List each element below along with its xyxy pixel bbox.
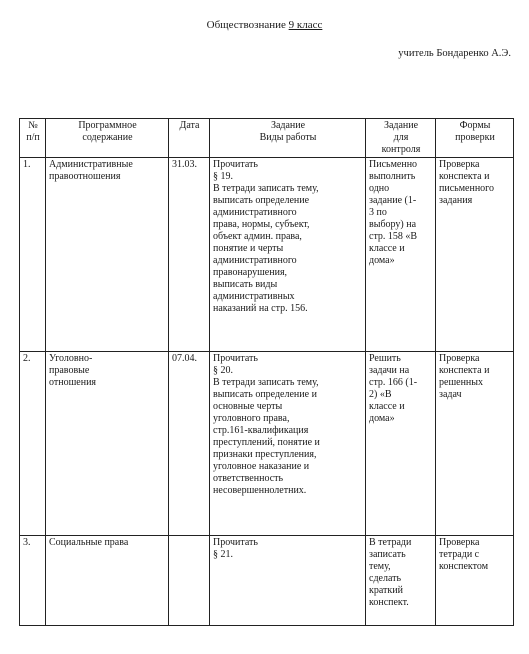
cell-check-line: Проверка — [439, 159, 480, 170]
cell-date — [169, 352, 210, 536]
table-row — [20, 536, 514, 626]
cell-content-line: Административные — [49, 159, 133, 170]
cell-check-line: Проверка — [439, 537, 480, 548]
cell-content-line: правовые — [49, 365, 90, 376]
table-header-row — [20, 119, 514, 158]
cell-task-line: административного — [213, 207, 297, 218]
cell-control-line: выполнить — [369, 171, 416, 182]
header-line: № — [28, 120, 38, 131]
cell-date-text: 07.04. — [172, 353, 197, 364]
cell-control-line: 2) «В — [369, 389, 392, 400]
cell-control-line: задание (1- — [369, 195, 417, 206]
header-line: Задание — [270, 120, 306, 131]
cell-task-line: понятие и черты — [213, 243, 284, 254]
cell-task-line: Прочитать — [213, 159, 258, 170]
cell-task — [210, 536, 366, 626]
cell-control-line: В тетради — [369, 537, 412, 548]
cell-content — [46, 352, 169, 536]
table-row — [20, 352, 514, 536]
cell-content-line: отношения — [49, 377, 97, 388]
cell-control-line: классе и — [369, 243, 405, 254]
cell-control-line: Письменно — [369, 159, 418, 170]
cell-task-line: § 21. — [213, 549, 233, 560]
cell-content-line: правоотношения — [49, 171, 121, 182]
header-line: контроля — [381, 144, 421, 155]
cell-control-line: краткий — [369, 585, 403, 596]
header-line: Программное — [78, 120, 137, 131]
header-task — [210, 119, 366, 158]
cell-check-line: задач — [439, 389, 462, 400]
header-date — [169, 119, 210, 158]
table-body — [20, 158, 514, 626]
cell-check — [436, 158, 514, 352]
cell-task-line: стр.161-квалификация — [213, 425, 309, 436]
cell-task-line: основные черты — [213, 401, 283, 412]
cell-task-line: несовершеннолетних. — [213, 485, 307, 496]
cell-number — [20, 352, 46, 536]
cell-task-line: уголовного права, — [213, 413, 290, 424]
cell-task-line: В тетради записать тему, — [213, 183, 319, 194]
header-line: п/п — [26, 132, 40, 143]
cell-task-line: объект админ. права, — [213, 231, 302, 242]
header-number — [20, 119, 46, 158]
cell-number — [20, 536, 46, 626]
header-check — [436, 119, 514, 158]
cell-task-line: ответственность — [213, 473, 284, 484]
header-line: содержание — [82, 132, 133, 143]
document-title — [0, 19, 529, 31]
cell-task — [210, 158, 366, 352]
cell-control-line: одно — [369, 183, 390, 194]
cell-check — [436, 536, 514, 626]
cell-task-line: преступлений, понятие и — [213, 437, 320, 448]
lesson-table — [19, 118, 514, 626]
header-line: Задание — [383, 120, 419, 131]
cell-task-line: В тетради записать тему, — [213, 377, 319, 388]
cell-check — [436, 352, 514, 536]
cell-task-line: права, нормы, субъект, — [213, 219, 310, 230]
cell-control-line: дома» — [369, 413, 395, 424]
cell-check-line: тетради с — [439, 549, 480, 560]
cell-control-line: выбору) на — [369, 219, 417, 230]
header-line: для — [393, 132, 409, 143]
header-line: проверки — [455, 132, 495, 143]
title-grade: 9 класс — [288, 19, 323, 31]
cell-content — [46, 158, 169, 352]
cell-content — [46, 536, 169, 626]
cell-task-line: уголовное наказание и — [213, 461, 310, 472]
cell-number-text: 1. — [23, 159, 31, 170]
header-line: Виды работы — [259, 132, 317, 143]
cell-control-line: задачи на — [369, 365, 410, 376]
cell-check-line: решенных — [439, 377, 483, 388]
cell-control-line: конспект. — [369, 597, 409, 608]
table-row — [20, 158, 514, 352]
cell-control — [366, 536, 436, 626]
cell-task-line: выписать определение — [213, 195, 310, 206]
cell-date — [169, 158, 210, 352]
cell-control-line: классе и — [369, 401, 405, 412]
cell-number — [20, 158, 46, 352]
header-line: Формы — [459, 120, 491, 131]
cell-control-line: стр. 158 «В — [369, 231, 418, 242]
cell-content-line: Социальные права — [49, 537, 129, 548]
cell-task-line: административного — [213, 255, 297, 266]
cell-date-text: 31.03. — [172, 159, 197, 170]
cell-task-line: выписать определение и — [213, 389, 317, 400]
cell-task-line: наказаний на стр. 156. — [213, 303, 308, 314]
cell-check-line: конспекта и — [439, 171, 490, 182]
cell-control — [366, 352, 436, 536]
cell-control-line: 3 по — [369, 207, 387, 218]
header-line: Дата — [179, 120, 200, 131]
cell-check-line: Проверка — [439, 353, 480, 364]
cell-check-line: письменного — [439, 183, 495, 194]
cell-control-line: записать — [369, 549, 406, 560]
cell-task-line: § 19. — [213, 171, 233, 182]
cell-task-line: Прочитать — [213, 537, 258, 548]
cell-control-line: тему, — [369, 561, 391, 572]
cell-task-line: правонарушения, — [213, 267, 288, 278]
cell-task-line: административных — [213, 291, 295, 302]
cell-task-line: § 20. — [213, 365, 233, 376]
cell-control-line: дома» — [369, 255, 395, 266]
cell-task-line: выписать виды — [213, 279, 278, 290]
header-control — [366, 119, 436, 158]
cell-task — [210, 352, 366, 536]
cell-control — [366, 158, 436, 352]
header-content — [46, 119, 169, 158]
teacher-name: учитель Бондаренко А.Э. — [398, 48, 511, 59]
cell-task-line: признаки преступления, — [213, 449, 317, 460]
cell-date — [169, 536, 210, 626]
cell-task-line: Прочитать — [213, 353, 258, 364]
cell-check-line: задания — [439, 195, 473, 206]
cell-check-line: конспектом — [439, 561, 489, 572]
cell-number-text: 3. — [23, 537, 31, 548]
cell-number-text: 2. — [23, 353, 31, 364]
cell-control-line: сделать — [369, 573, 402, 584]
cell-check-line: конспекта и — [439, 365, 490, 376]
title-subject: Обществознание — [206, 19, 289, 31]
cell-control-line: стр. 166 (1- — [369, 377, 418, 388]
cell-content-line: Уголовно- — [49, 353, 93, 364]
cell-control-line: Решить — [369, 353, 401, 364]
